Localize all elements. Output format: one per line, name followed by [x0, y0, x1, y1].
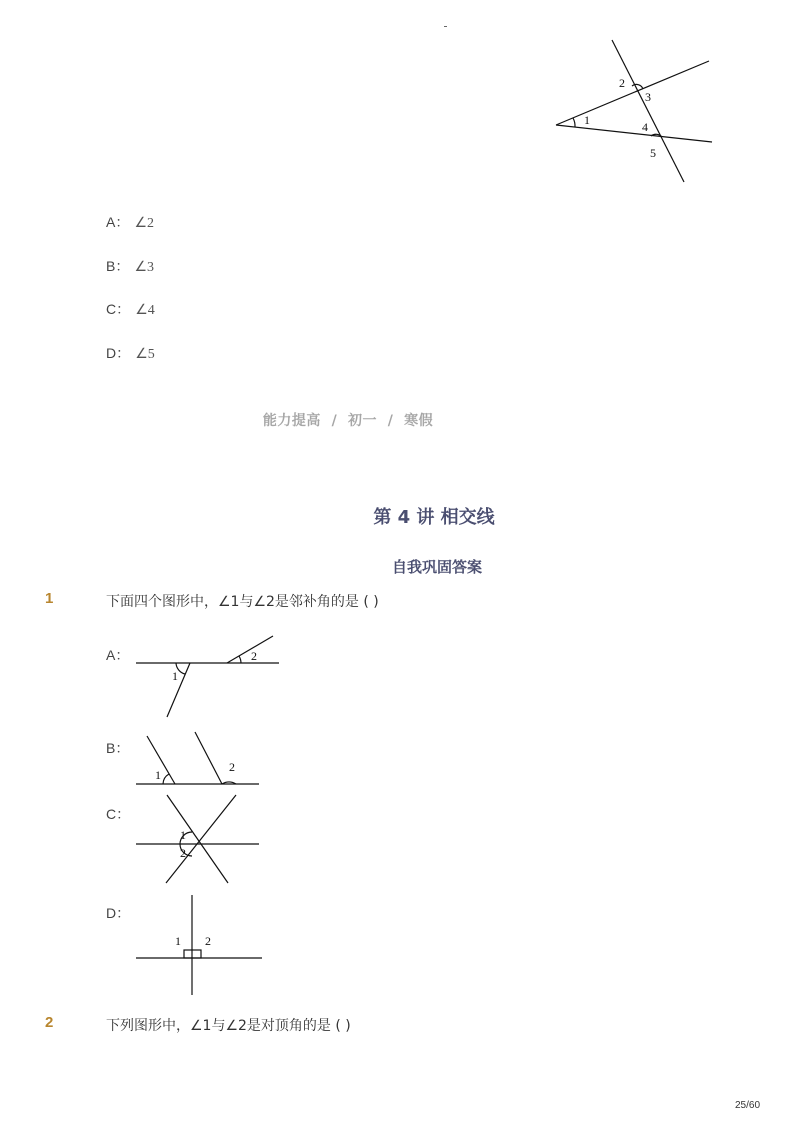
angle-arc-2	[632, 84, 643, 89]
angle-label-1: 1	[172, 669, 178, 683]
line-transversal	[612, 40, 684, 182]
angle-label-1: 1	[155, 768, 161, 782]
q1-option-d-letter[interactable]: D：	[106, 905, 131, 921]
q1-option-b-letter[interactable]: B：	[106, 740, 130, 756]
question-text: 下列图形中，∠1与∠2是对顶角的是 ( )	[106, 1018, 351, 1034]
option-value: ∠3	[134, 260, 154, 275]
separator: /	[331, 413, 338, 429]
question-text: 下面四个图形中，∠1与∠2是邻补角的是 ( )	[106, 594, 379, 610]
top-dot	[444, 26, 447, 27]
answer-section-title: 自我巩固答案	[391, 558, 482, 576]
prev-option-b[interactable]	[106, 256, 154, 276]
q1-option-d-figure	[130, 890, 270, 1000]
term-name: 寒假	[404, 413, 434, 429]
prev-option-d[interactable]	[106, 343, 155, 363]
angle-label-2: 2	[251, 649, 257, 663]
lecture-title: 第 4 讲 相交线	[373, 507, 495, 528]
option-value: ∠4	[135, 303, 155, 318]
course-name: 能力提高	[262, 413, 321, 429]
option-letter: C：	[106, 301, 131, 317]
slanted-line-down	[167, 663, 190, 717]
figure-label-1: 1	[584, 113, 590, 127]
option-value: ∠2	[134, 216, 154, 231]
slanted-line-up	[227, 636, 273, 663]
angle-label-2: 2	[180, 846, 186, 860]
figure-label-4: 4	[642, 120, 648, 134]
slanted-line-left	[147, 736, 175, 784]
slanted-line-right	[195, 732, 222, 784]
angle-label-2: 2	[229, 760, 235, 774]
separator: /	[387, 413, 394, 429]
angle-label-1: 1	[175, 934, 181, 948]
option-letter: B：	[106, 258, 130, 274]
figure-label-5: 5	[650, 146, 656, 160]
question-number: 2	[45, 1014, 54, 1031]
angle-arc-1	[163, 774, 169, 784]
question-number: 1	[45, 590, 54, 607]
q1-option-a-letter[interactable]: A：	[106, 647, 130, 663]
angle-arc-2	[239, 656, 241, 663]
figure-label-3: 3	[645, 90, 651, 104]
line-lower-ray	[556, 125, 712, 142]
option-letter: D：	[106, 345, 131, 361]
angle-label-2: 2	[205, 934, 211, 948]
line-upper-ray	[556, 61, 709, 125]
figure-label-2: 2	[619, 76, 625, 90]
prev-option-c[interactable]	[106, 299, 155, 319]
angle-label-1: 1	[180, 828, 186, 842]
header-strip	[0, 410, 696, 430]
q1-option-c-letter[interactable]: C：	[106, 806, 131, 822]
option-value: ∠5	[135, 347, 155, 362]
option-letter: A：	[106, 214, 130, 230]
q1-option-a-figure	[130, 630, 290, 725]
page-number: 25/60	[735, 1100, 761, 1111]
angle-arc-1	[573, 118, 575, 127]
grade-name: 初一	[348, 413, 377, 429]
prev-question-figure	[550, 30, 720, 190]
q1-option-c-figure	[130, 790, 270, 890]
q1-option-b-figure	[130, 730, 270, 790]
prev-option-a[interactable]	[106, 212, 154, 232]
